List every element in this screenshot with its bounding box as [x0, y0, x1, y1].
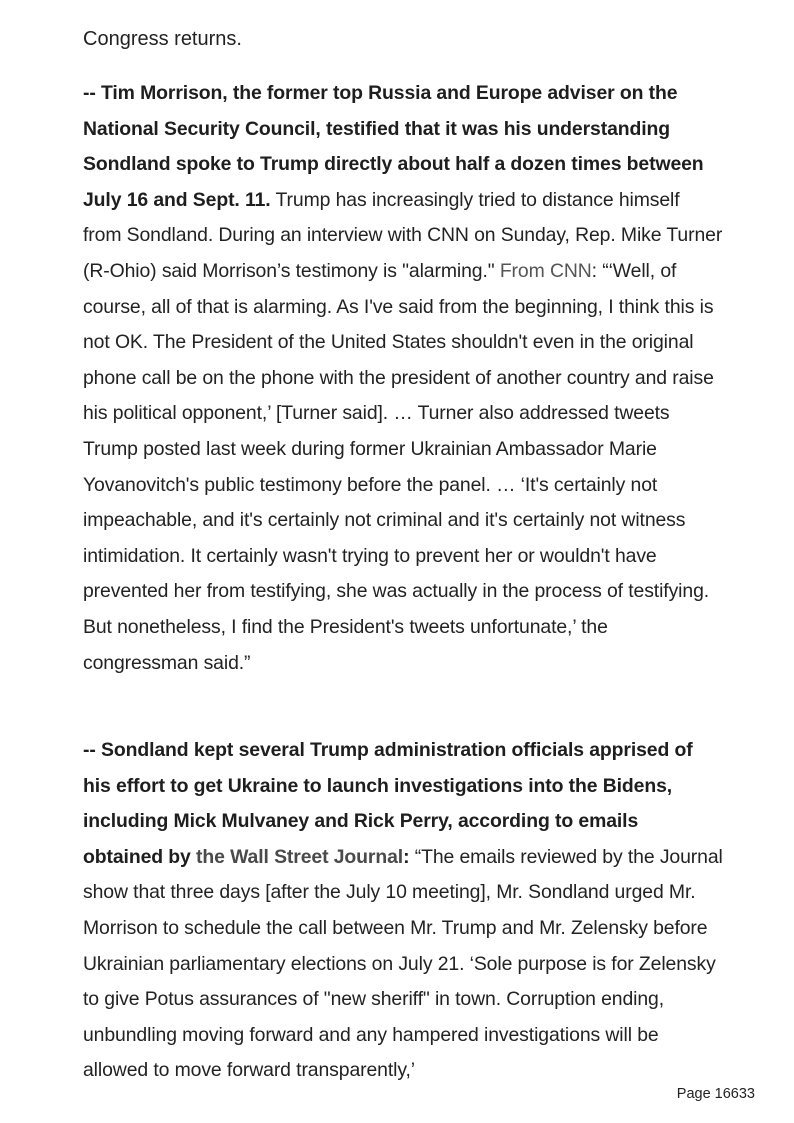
paragraph-morrison-testimony: [83, 76, 723, 681]
paragraph-lead-end: :: [403, 845, 410, 868]
paragraph-sondland-emails: [83, 733, 723, 1088]
paragraph-body-quote: : “‘Well, of course, all of that is alarming. As I've said from the beginning, I think this is not OK. The President of the United States shouldn't even in the original phone call be on the phone with the president of another country and raise his political opponent,’ [Turner said]. … Turner also addressed tweets Trump posted last week during former Ukrainian Ambassador Marie Yovanovitch's public testimony before the panel. … ‘It's certainly not impeachable, and it's certainly not criminal and it's certainly not witness intimidation. It certainly wasn't trying to prevent her or wouldn't have prevented her from testifying, she was actually in the process of testifying. But nonetheless, I find the President's tweets unfortunate,’ the congressman said.”: [83, 259, 714, 674]
cut-off-text-line: [83, 18, 723, 50]
paragraph-body: Trump has increasingly tried to distance himself from Sondland. During an interview with CNN on Sunday, Rep. Mike Turner (R-Ohio) said Morrison’s testimony is "alarming.": [83, 188, 723, 282]
page-number: Page 16633: [676, 1086, 755, 1102]
paragraph-body: “The emails reviewed by the Journal show that three days [after the July 10 meeting], Mr. Sondland urged Mr. Morrison to schedule the call between Mr. Trump and Mr. Zelensky before Ukrainian parliamentary elections on July 21. ‘Sole purpose is for Zelensky to give Potus assurances of "new sheriff" in town. Corruption ending, unbundling moving forward and any hampered investigations will be allowed to move forward transparently,’: [83, 845, 723, 1082]
cut-off-text: Congress returns.: [83, 28, 242, 50]
link-wall-street-journal[interactable]: the Wall Street Journal: [196, 845, 404, 868]
paragraph-lead-text: -- Sondland kept several Trump administration officials apprised of his effort to get Ukraine to launch investigations into the Bidens, including Mick Mulvaney and Rick Perry, according to emails obtained by: [83, 739, 693, 868]
link-from-cnn[interactable]: From CNN: [499, 259, 592, 282]
paragraph-lead: -- Tim Morrison, the former top Russia and Europe adviser on the National Security Council, testified that it was his understanding Sondland spoke to Trump directly about half a dozen times between July 16 and Sept. 11.: [83, 82, 704, 211]
